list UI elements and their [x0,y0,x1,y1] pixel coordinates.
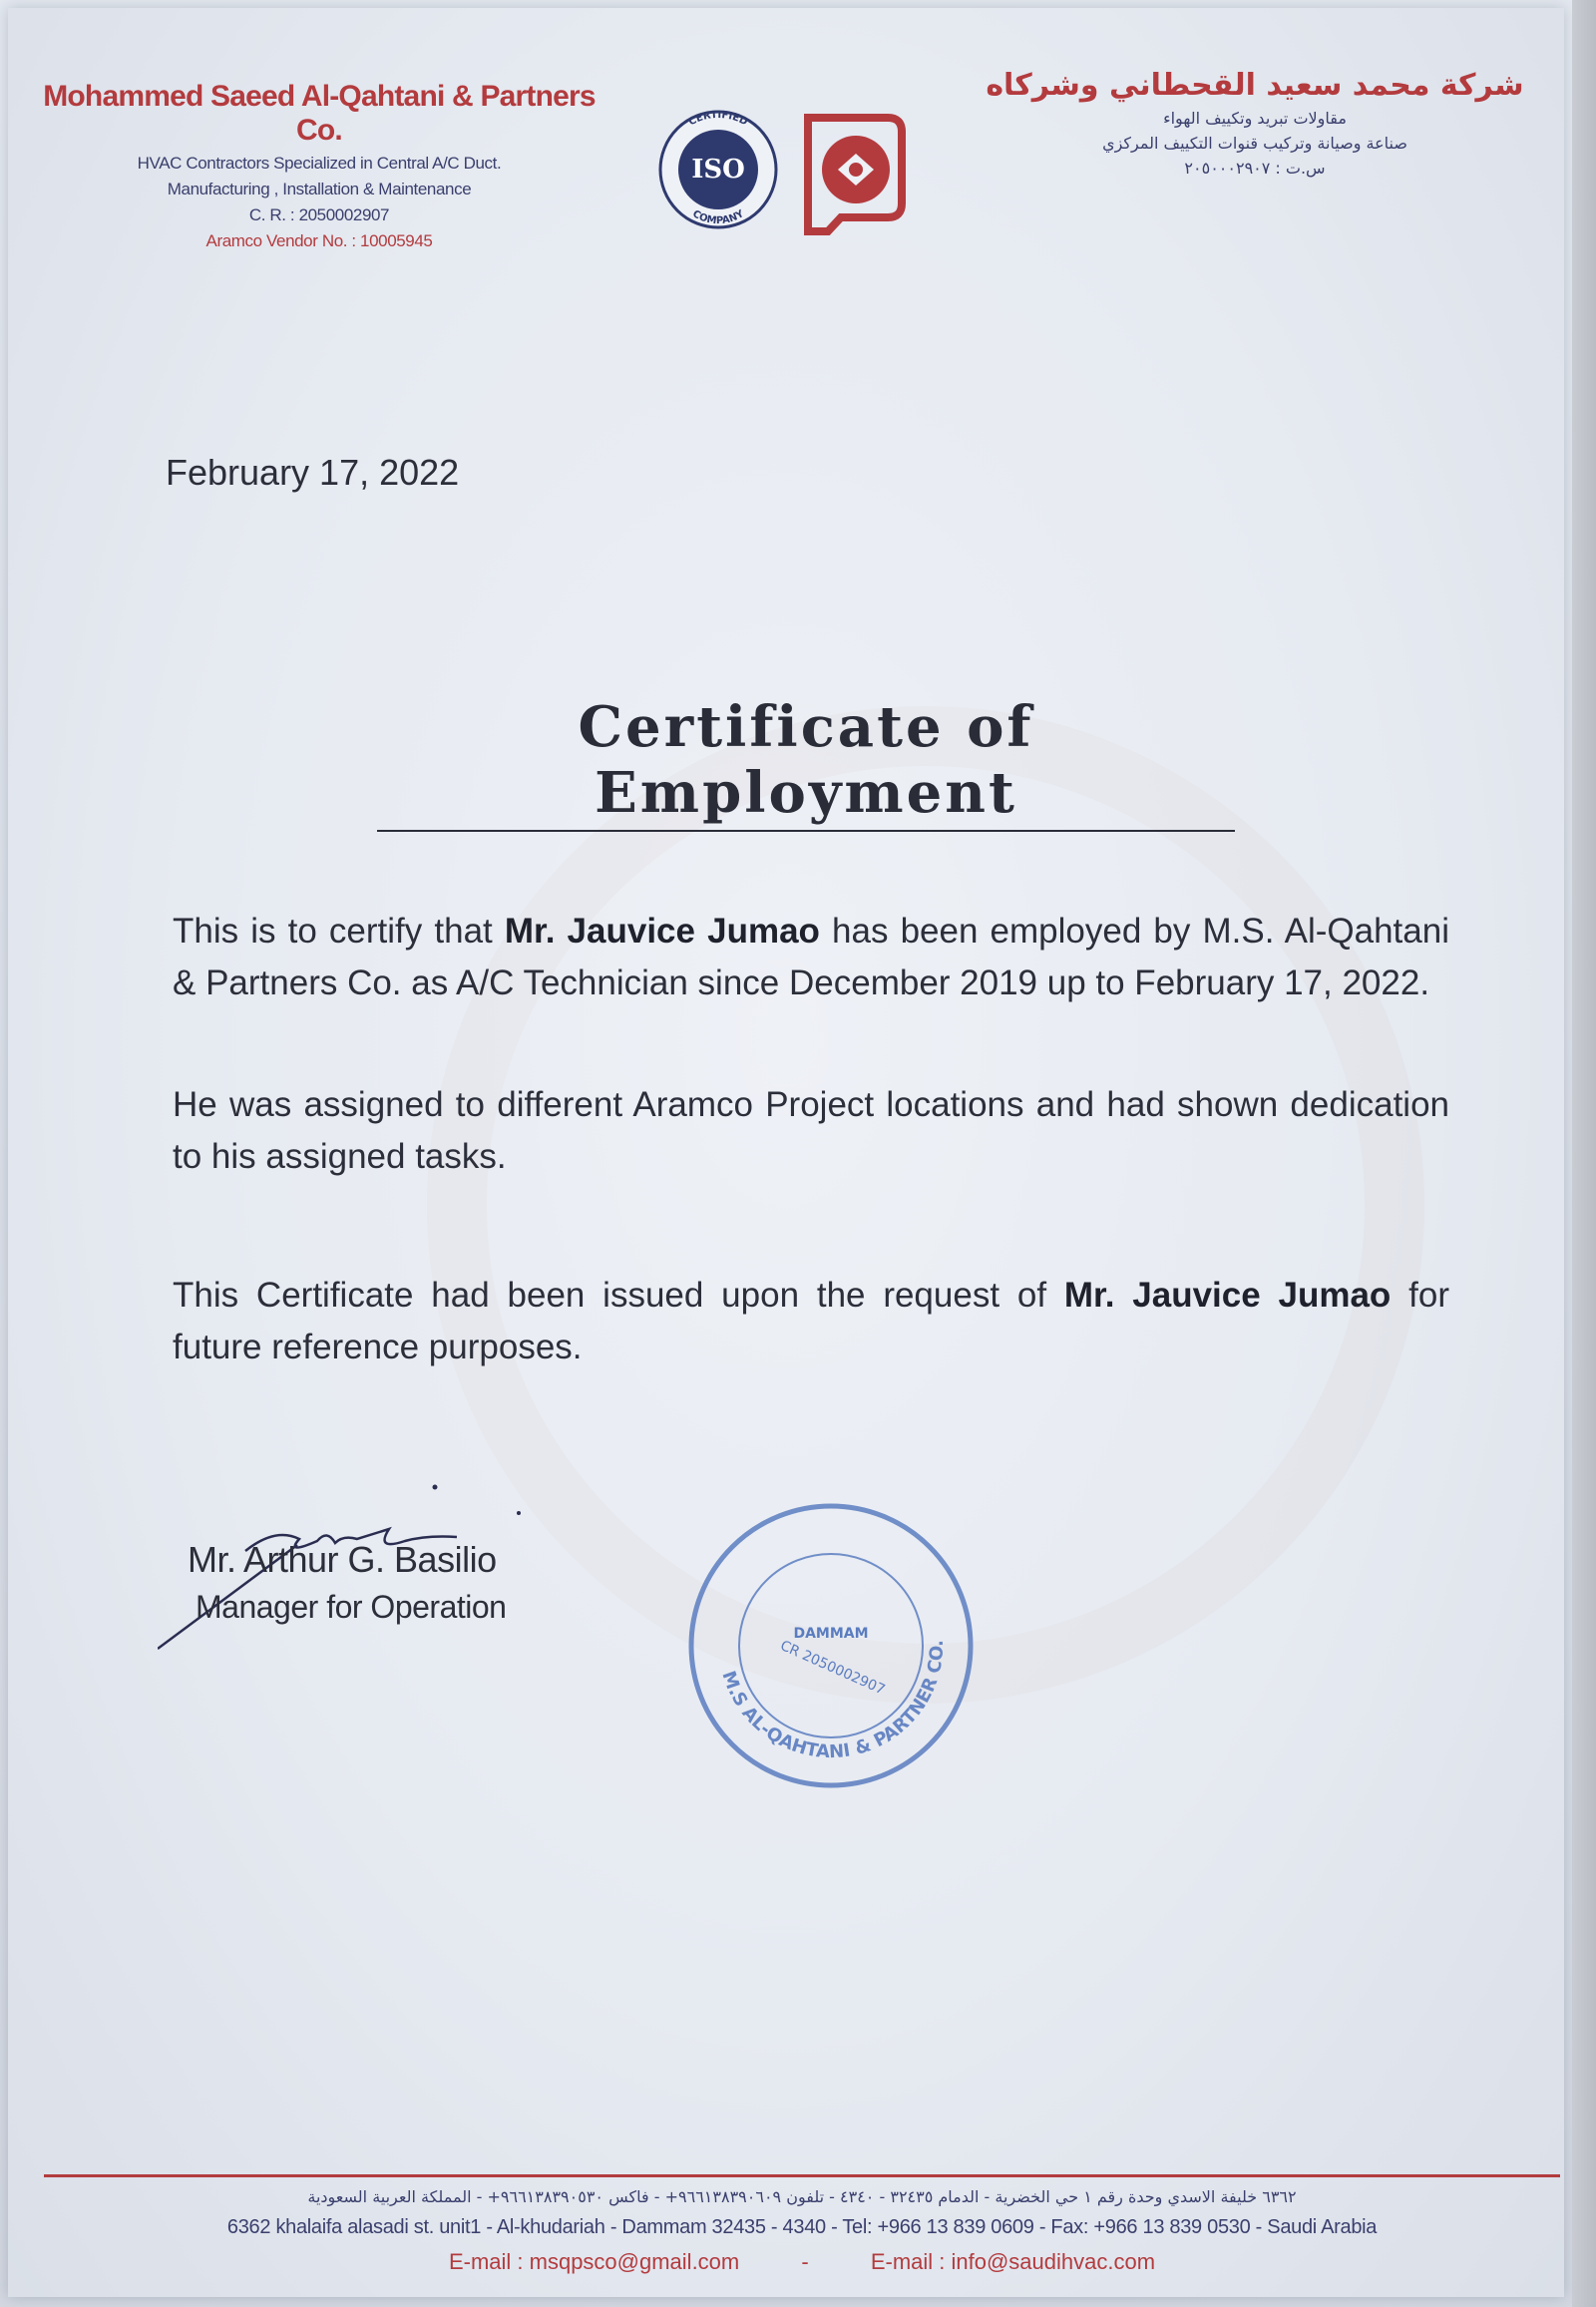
stamp-cr-text: CR 2050002907 [777,1638,888,1699]
paragraph-2: He was assigned to different Aramco Project locations and had shown dedication to his assigned tasks. [173,1085,1449,1176]
letter-date: February 17, 2022 [166,452,460,493]
iso-certified-logo [656,108,916,237]
company-name-ar: شركة محمد سعيد القحطاني وشركاه [986,68,1524,103]
footer-address-ar: ٦٣٦٢ خليفة الاسدي وحدة رقم ١ حي الخضرية - الدمام ٣٢٤٣٥ - ٤٣٤٠ - تلفون ٩٦٦١٣٨٣٩٠٦٠٩+ - فاكس ٩٦٦١٣٨٣٩٠٥٣٠+ - المملكة العربية السعودية [307,2187,1297,2206]
email-gmail: E-mail : msqpsco@gmail.com [448,2249,740,2274]
footer-divider [44,2174,1560,2177]
company-seal-stamp [681,1496,981,1795]
company-name-en: Mohammed Saeed Al-Qahtani & Partners Co. [43,80,596,147]
paragraph-3 [173,1270,1449,1373]
p1-body-text: has been employed by M.S. Al-Qahtani & Partners Co. as A/C Technician since December 2019 up to February 17, 2022. [173,912,1449,1002]
employee-name: Mr. Jauvice Jumao [504,912,820,951]
iso-ring-bottom-text: COMPANY [690,208,746,227]
certificate-title: Certificate of Employment [377,694,1235,832]
stamp-ring-text: M.S AL-QAHTANI & PARTNER CO. [717,1639,949,1763]
aramco-vendor-number: Aramco Vendor No. : 10005945 [205,231,433,250]
letterhead-arabic [966,68,1544,178]
requester-name: Mr. Jauvice Jumao [1063,1276,1392,1315]
letterhead-english [30,80,608,251]
p1-intro-text: This is to certify that [173,912,505,951]
paragraph-1 [173,906,1449,1009]
stamp-center-text: DAMMAM [793,1626,869,1642]
arabic-cr-number: س.ت : ٢٠٥٠٠٠٢٩٠٧ [1184,159,1326,178]
email-separator: - [801,2249,809,2274]
cr-number: C. R. : 2050002907 [248,205,390,224]
logo-group [656,108,916,237]
signatory-role: Manager for Operation [196,1589,507,1625]
letter-sheet [8,8,1564,2297]
email-saudihvac: E-mail : info@saudihvac.com [870,2249,1156,2274]
signatory-name: Mr. Arthur G. Basilio [188,1539,497,1580]
p3-intro-text: This Certificate had been issued upon the request of [173,1276,1064,1315]
company-emblem-logo [808,118,902,231]
p3-body-text: for future reference purposes. [173,1276,1449,1366]
footer-emails [44,2249,1560,2275]
arabic-line-1: مقاولات تبريد وتكييف الهواء [1163,109,1347,128]
specialization-line: HVAC Contractors Specialized in Central A/C Duct. [137,154,502,173]
arabic-line-2: صناعة وصيانة وتركيب قنوات التكييف المركزي [1102,134,1407,153]
footer-address-en: 6362 khalaifa alasadi st. unit1 - Al-khudariah - Dammam 32435 - 4340 - Tel: +966 13 839 0609 - Fax: +966 13 839 0530 - Saudi Arabia [226,2216,1378,2238]
page-edge [1572,0,1596,2307]
iso-ring-top-text: CERTIFIED [686,109,750,129]
iso-label: ISO [691,155,745,185]
letterhead-footer [44,2174,1560,2275]
svg-text:M.S AL-QAHTANI & PARTNER CO. [717,1640,948,1762]
services-line: Manufacturing , Installation & Maintenance [167,180,472,198]
